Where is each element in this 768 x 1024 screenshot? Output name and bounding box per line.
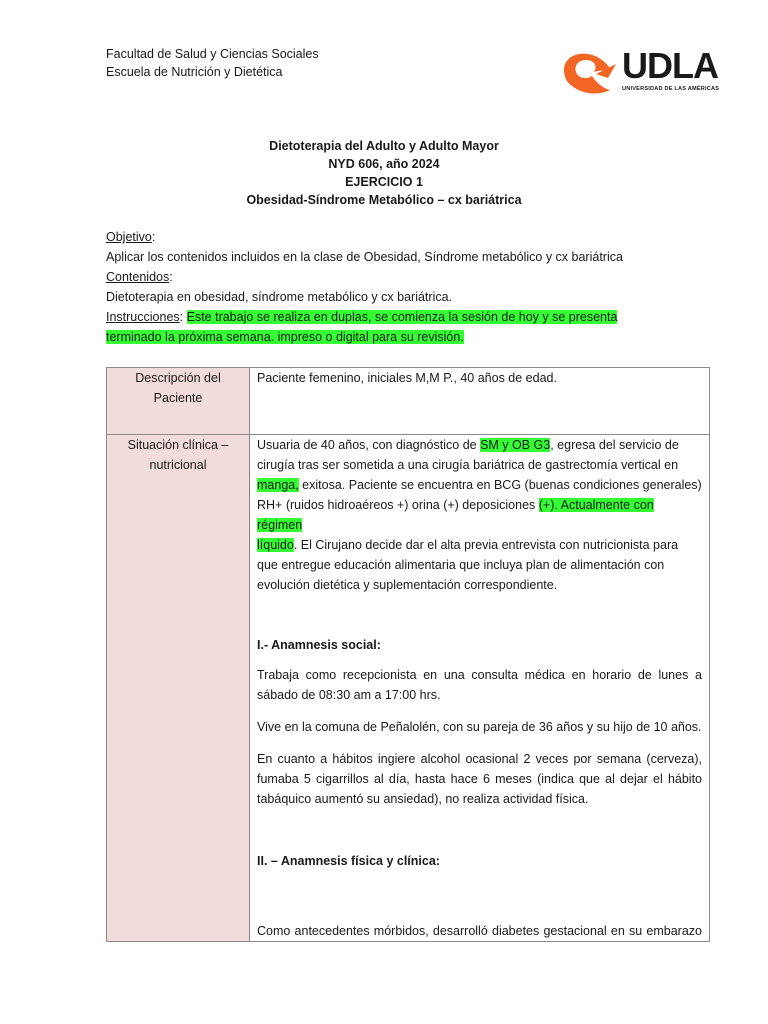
physical-paragraph: Como antecedentes mórbidos, desarrolló diabetes gestacional en su embarazo	[257, 924, 702, 938]
logo-wordmark: UDLA	[622, 45, 718, 86]
objetivo-label: Objetivo	[106, 230, 152, 244]
school-name: Escuela de Nutrición y Dietética	[106, 65, 283, 79]
social-paragraph-habits: En cuanto a hábitos ingiere alcohol ocasional 2 veces por semana (cerveza), fumaba 5 cigarrillos al día, hasta hace 6 meses (indica que al dejar el hábito tabáquico aumentó su ansiedad), no realiza actividad física.	[257, 752, 702, 806]
highlight-liquido: líquido	[257, 538, 294, 552]
document-title	[0, 137, 768, 209]
highlight-manga: manga,	[257, 478, 299, 492]
exercise-topic: Obesidad-Síndrome Metabólico – cx bariátrica	[246, 193, 522, 207]
section-heading-physical: II. – Anamnesis física y clínica:	[257, 854, 440, 868]
instrucciones-highlight-2: terminado la próxima semana. impreso o digital para su revisión.	[106, 330, 464, 344]
institution-header	[106, 45, 319, 81]
clinical-situation-label: Situación clínica – nutricional	[107, 435, 250, 942]
patient-description-content: Paciente femenino, iniciales M,M P., 40 años de edad.	[250, 368, 710, 435]
social-paragraph-work: Trabaja como recepcionista en una consulta médica en horario de lunes a sábado de 08:30 am a 17:00 hrs.	[257, 668, 702, 702]
course-title: Dietoterapia del Adulto y Adulto Mayor	[269, 139, 499, 153]
contenidos-text: Dietoterapia en obesidad, síndrome metabólico y cx bariátrica.	[106, 290, 453, 304]
table-row	[107, 368, 710, 435]
course-code: NYD 606, año 2024	[328, 157, 440, 171]
clinical-situation-content	[250, 435, 710, 942]
section-heading-social: I.- Anamnesis social:	[257, 638, 381, 652]
highlight-regimen: (+). Actualmente con régimen	[257, 498, 654, 532]
patient-description-label: Descripción del Paciente	[107, 368, 250, 435]
objetivo-text: Aplicar los contenidos incluidos en la clase de Obesidad, Síndrome metabólico y cx bariátrica	[106, 250, 623, 264]
instrucciones-highlight-1: Este trabajo se realiza en duplas, se comienza la sesión de hoy y se presenta	[186, 310, 618, 324]
logo-subtext: UNIVERSIDAD DE LAS AMÉRICAS	[622, 86, 720, 92]
udla-emblem-icon	[560, 48, 620, 96]
case-table	[106, 367, 710, 942]
clinical-paragraph: Usuaria de 40 años, con diagnóstico de SM y OB G3, egresa del servicio de cirugía tras ser sometida a una cirugía bariátrica de gastrectomía vertical en manga, exitosa. Paciente se encuentra en BCG (buenas condiciones generales) RH+ (ruidos hidroaéreos +) orina (+) deposiciones (+). Actualmente con régimen líquido. El Cirujano decide dar el alta previa entrevista con nutricionista para que entregue educación alimentaria que incluya plan de alimentación con evolución dietética y suplementación correspondiente.	[257, 438, 702, 592]
table-row	[107, 435, 710, 942]
faculty-name: Facultad de Salud y Ciencias Sociales	[106, 47, 319, 61]
instrucciones-label: Instrucciones	[106, 310, 180, 324]
udla-logo	[560, 45, 724, 96]
exercise-number: EJERCICIO 1	[345, 175, 423, 189]
highlight-diagnosis: SM y OB G3	[480, 438, 551, 452]
contenidos-label: Contenidos	[106, 270, 170, 284]
intro-section: Objetivo: Aplicar los contenidos incluidos en la clase de Obesidad, Síndrome metabólico y cx bariátrica Contenidos: Dietoterapia en obesidad, síndrome metabólico y cx bariátrica. Instrucciones: Este trabajo se realiza en duplas, se comienza la sesión de hoy y se presenta terminado la próxima semana. impreso o digital para su revisión.	[106, 227, 666, 347]
social-paragraph-home: Vive en la comuna de Peñalolén, con su pareja de 36 años y su hijo de 10 años.	[257, 720, 702, 734]
